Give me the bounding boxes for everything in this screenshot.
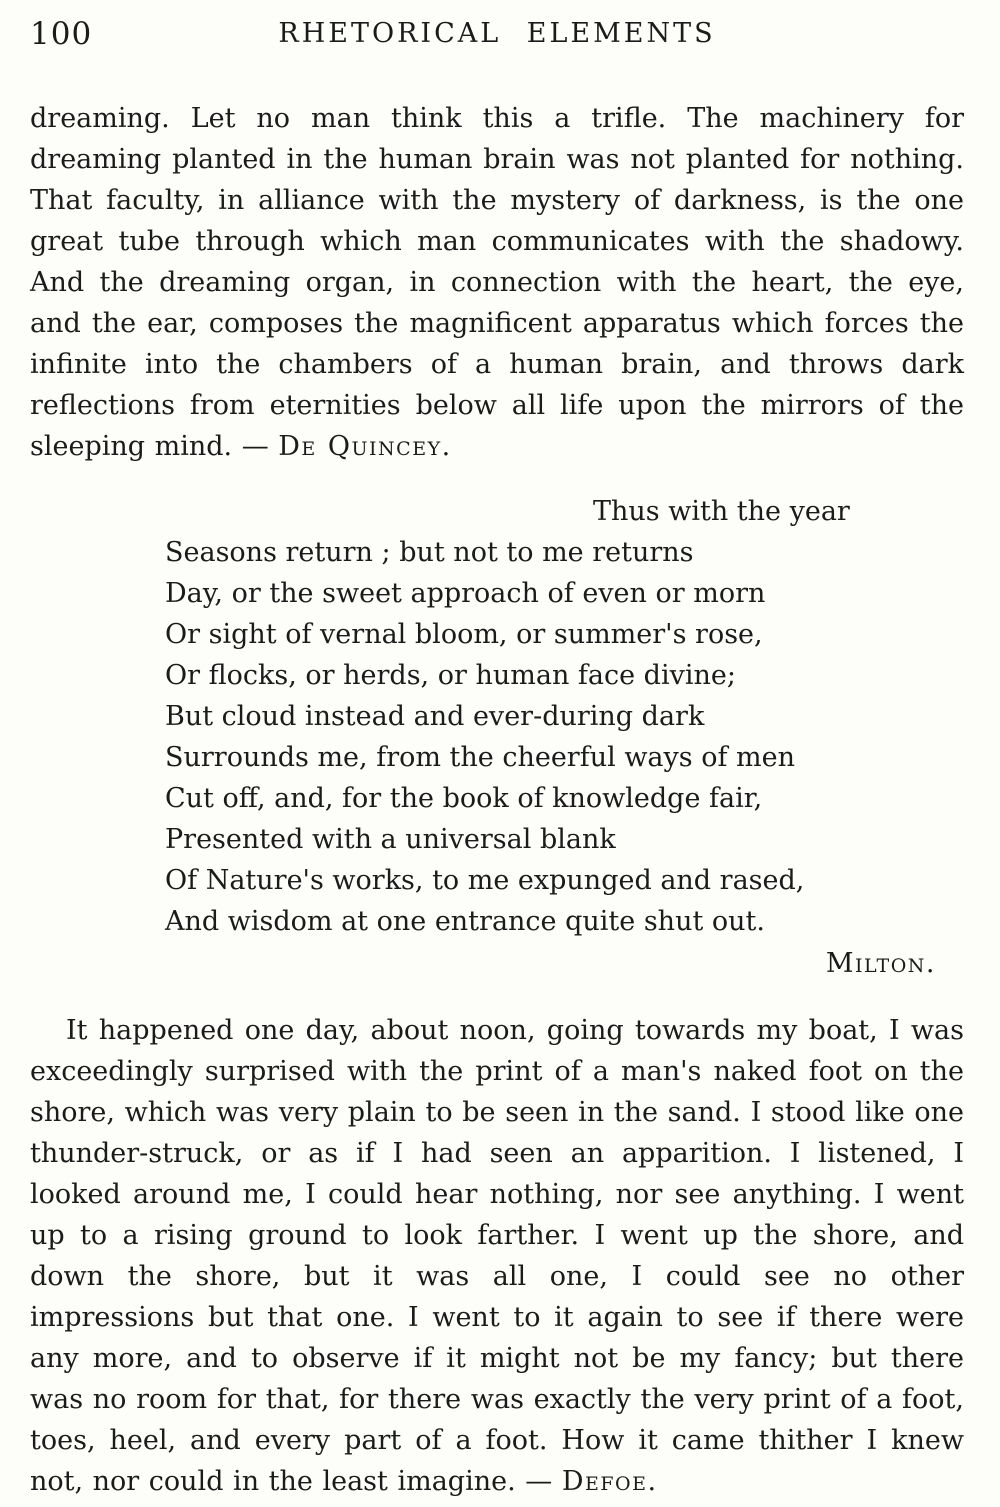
poem-line: Or flocks, or herds, or human face divine; [165, 660, 736, 691]
running-title: RHETORICAL ELEMENTS [278, 18, 716, 49]
poem-line: Surrounds me, from the cheerful ways of men [165, 742, 796, 773]
poem-line: And wisdom at one entrance quite shut out. [165, 906, 765, 937]
poem-line: Of Nature's works, to me expunged and rased, [165, 865, 805, 896]
page-header [30, 14, 964, 64]
paragraph-defoe [30, 1010, 964, 1502]
poem-line: Or sight of vernal bloom, or summer's rose, [165, 619, 763, 650]
poem-line: Cut off, and, for the book of knowledge fair, [165, 783, 763, 814]
poem-line: But cloud instead and ever-during dark [165, 701, 705, 732]
poem-line: Seasons return ; but not to me returns [165, 537, 694, 568]
attribution-dequincey: De Quincey. [278, 431, 452, 462]
paragraph-dequincey-text: dreaming. Let no man think this a trifle. The machinery for dreaming planted in the human brain was not planted for nothing. That faculty, in alliance with the mystery of darkness, is the one great tube through which man communicates with the shadowy. And the dreaming organ, in connection with the heart, the eye, and the ear, composes the magnificent apparatus which forces the infinite into the chambers of a human brain, and throws dark reflections from eternities below all life upon the mirrors of the sleeping mind. — [30, 103, 964, 462]
paragraph-dequincey [30, 98, 964, 467]
paragraph-defoe-text: It happened one day, about noon, going towards my boat, I was exceedingly surprised with the print of a man's naked foot on the shore, which was very plain to be seen in the sand. I stood like one thunder-struck, or as if I had seen an apparition. I listened, I looked around me, I could hear nothing, nor see anything. I went up to a rising ground to look farther. I went up the shore, and down the shore, but it was all one, I could see no other impressions but that one. I went to it again to see if there were any more, and to observe if it might not be my fancy; but there was no room for that, for there was exactly the very print of a foot, toes, heel, and every part of a foot. How it came thither I knew not, nor could in the least imagine. — [30, 1015, 964, 1497]
poem-opening-line: Thus with the year [593, 496, 850, 527]
attribution-defoe: Defoe. [561, 1466, 658, 1497]
poem-line: Day, or the sweet approach of even or morn [165, 578, 766, 609]
poem-line: Presented with a universal blank [165, 824, 616, 855]
poem-milton [165, 491, 964, 984]
page-number: 100 [30, 16, 93, 52]
attribution-milton: Milton. [825, 948, 936, 979]
